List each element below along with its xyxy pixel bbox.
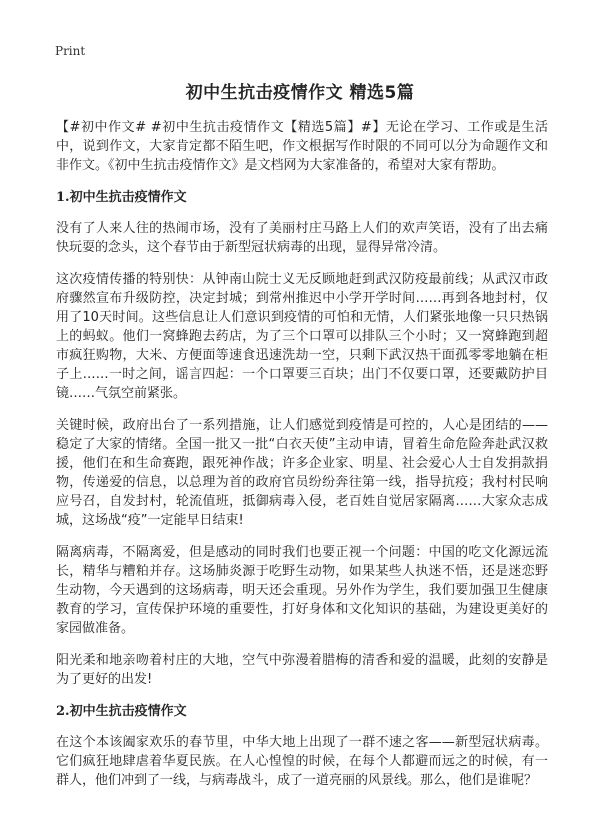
section-1-paragraph-3: 关键时候，政府出台了一系列措施，让人们感觉到疫情是可控的，人心是团结的——稳定了大家的情绪。全国一批又一批“白衣天使”主动申请，冒着生命危险奔赴武汉救援，他们在和生命赛跑，跟死神作战；许多企业家、明星、社会爱心人士自发捐款捐物，传递爱的信息，以总理为首的政府官员纷纷奔往第一线，指导抗疫；我村村民响应号召，自发封村，轮流值班，抵御病毒入侵，老百姓自觉居家隔离……大家众志成城，这场战“疫”一定能早日结束! [56,418,548,528]
section-1-paragraph-5: 阳光柔和地亲吻着村庄的大地，空气中弥漫着腊梅的清香和爱的温暖，此刻的安静是为了更好的出发! [56,653,548,687]
page-title: 初中生抗击疫情作文 精选5篇 [185,83,415,103]
section-1-paragraph-1: 没有了人来人往的热闹市场，没有了美丽村庄马路上人们的欢声笑语，没有了出去痛快玩耍的念头，这个春节由于新型冠状病毒的出现，显得异常冷清。 [56,221,548,255]
intro-paragraph: 【#初中作文# #初中生抗击疫情作文【精选5篇】#】无论在学习、工作或是生活中，说到作文，大家肯定都不陌生吧，作文根据写作时限的不同可以分为命题作文和非作文。《初中生抗击疫情作文》是文档网为大家准备的，希望对大家有帮助。 [56,120,548,173]
section-1-paragraph-2: 这次疫情传播的特别快：从钟南山院士义无反顾地赶到武汉防疫最前线；从武汉市政府骤然宣布升级防控，决定封城；到常州推迟中小学开学时间……再到各地封村，仅用了10天时间。这些信息让人们意识到疫情的可怕和无情，人们紧张地像一只只热锅上的蚂蚁。他们一窝蜂跑去药店，为了三个口罩可以排队三个小时；又一窝蜂跑到超市疯狂购物，大米、方便面等速食迅速洗劫一空，只剩下武汉热干面孤零零地躺在柜子上……一时之间，谣言四起：一个口罩要三百块；出门不仅要口罩，还要戴防护目镜……气氛空前紧张。 [56,272,548,401]
print-link[interactable]: Print [55,44,86,58]
article-body [56,118,548,803]
section-1-paragraph-4: 隔离病毒，不隔离爱，但是感动的同时我们也要正视一个问题：中国的吃文化源远流长，精华与糟粕并存。这场肺炎源于吃野生动物，如果某些人执迷不悟，还是迷恋野生动物，今天遇到的这场病毒，明天还会重现。另外作为学生，我们要加强卫生健康教育的学习，宣传保护环境的重要性，打好身体和文化知识的基础，为建设更美好的家园做准备。 [56,545,548,636]
section-2-paragraph-1: 在这个本该阖家欢乐的春节里，中华大地上出现了一群不速之客——新型冠状病毒。它们疯狂地肆虐着华夏民族。在人心惶惶的时候，在每个人都避而远之的时候，有一群人，他们冲到了一线，与病毒战斗，成了一道亮丽的风景线。那么，他们是谁呢？ [56,735,548,788]
section-heading-1: 1.初中生抗击疫情作文 [56,190,187,205]
section-heading-2: 2.初中生抗击疫情作文 [56,704,187,719]
